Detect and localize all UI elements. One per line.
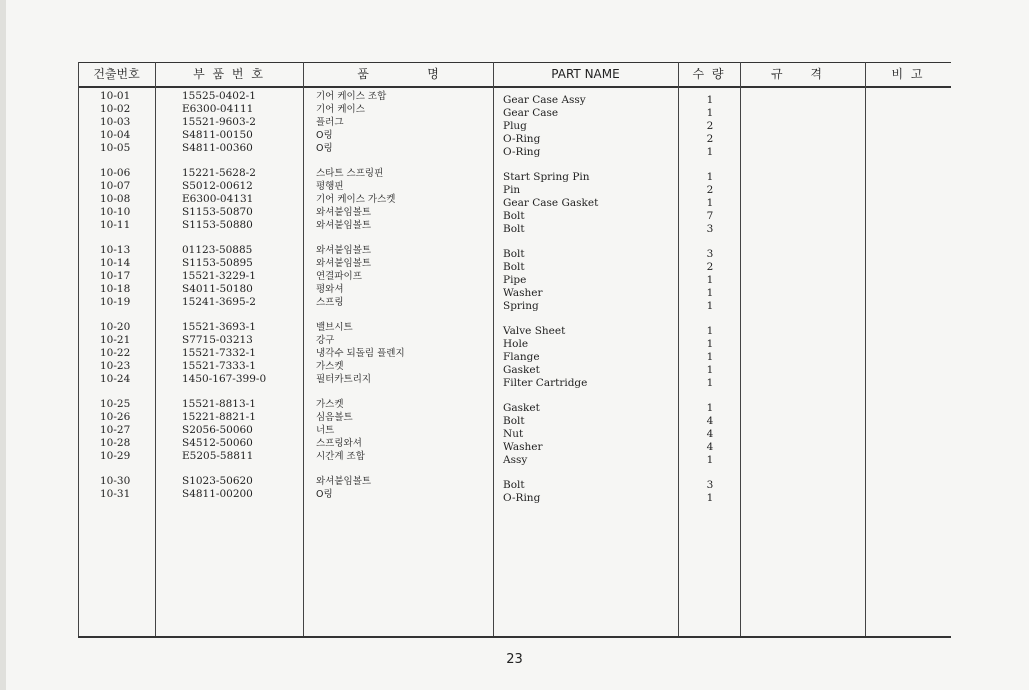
item-number: 10-03: [100, 116, 131, 128]
header-part-name: PART NAME: [551, 67, 620, 81]
english-part-name: Nut: [503, 428, 524, 440]
part-number: S4811-00200: [182, 488, 253, 500]
part-number: 15241-3695-2: [182, 296, 256, 308]
column-divider: [678, 62, 679, 636]
korean-part-name: O링: [316, 143, 333, 154]
korean-part-name: 평와셔: [316, 284, 344, 295]
korean-part-name: O링: [316, 130, 333, 141]
english-part-name: Bolt: [503, 415, 525, 427]
item-number: 10-31: [100, 488, 131, 500]
column-divider: [493, 62, 494, 636]
item-number: 10-22: [100, 347, 131, 359]
quantity: 1: [706, 94, 714, 106]
english-part-name: O-Ring: [503, 492, 541, 504]
korean-part-name: 너트: [316, 425, 335, 436]
korean-part-name: 평행핀: [316, 181, 344, 192]
item-number: 10-21: [100, 334, 131, 346]
header-korean-name-part2: 명: [427, 67, 439, 81]
part-number: 15521-9603-2: [182, 116, 256, 128]
parts-table: [78, 60, 951, 638]
item-number: 10-27: [100, 424, 131, 436]
quantity: 1: [706, 107, 714, 119]
english-part-name: Gear Case Gasket: [503, 197, 599, 209]
english-part-name: Assy: [503, 454, 528, 466]
quantity: 2: [706, 133, 714, 145]
korean-part-name: 연결파이프: [316, 271, 362, 282]
quantity: 3: [706, 223, 714, 235]
header-item-number: 건출번호: [93, 67, 140, 81]
english-part-name: Pipe: [503, 274, 527, 286]
item-number: 10-20: [100, 321, 131, 333]
item-number: 10-26: [100, 411, 131, 423]
quantity: 1: [706, 300, 714, 312]
item-number: 10-18: [100, 283, 131, 295]
item-number: 10-02: [100, 103, 131, 115]
quantity: 1: [706, 364, 714, 376]
korean-part-name: 심음볼트: [316, 412, 353, 423]
quantity: 7: [706, 210, 714, 222]
column-divider: [740, 62, 741, 636]
header-part-number: 부 품 번 호: [193, 67, 265, 81]
english-part-name: Bolt: [503, 248, 525, 260]
item-number: 10-05: [100, 142, 131, 154]
quantity: 1: [706, 325, 714, 337]
table-top-rule: [78, 62, 951, 63]
quantity: 1: [706, 492, 714, 504]
part-number: S4512-50060: [182, 437, 253, 449]
english-part-name: Washer: [503, 441, 543, 453]
part-number: S1153-50895: [182, 257, 253, 269]
column-divider: [155, 62, 156, 636]
item-number: 10-24: [100, 373, 131, 385]
quantity: 4: [706, 441, 714, 453]
quantity: 1: [706, 377, 714, 389]
korean-part-name: 와셔붙임볼트: [316, 220, 372, 231]
quantity: 3: [706, 479, 714, 491]
english-part-name: Filter Cartridge: [503, 377, 588, 389]
item-number: 10-11: [100, 219, 131, 231]
quantity: 2: [706, 120, 714, 132]
column-divider: [303, 62, 304, 636]
korean-part-name: O링: [316, 489, 333, 500]
quantity: 1: [706, 351, 714, 363]
korean-part-name: 기어 케이스: [316, 104, 365, 115]
item-number: 10-04: [100, 129, 131, 141]
header-remarks: 비 고: [891, 67, 925, 81]
item-number: 10-07: [100, 180, 131, 192]
english-part-name: Bolt: [503, 210, 525, 222]
table-bottom-rule: [78, 636, 951, 638]
page-number: 23: [506, 652, 523, 667]
part-number: 15221-5628-2: [182, 167, 256, 179]
item-number: 10-23: [100, 360, 131, 372]
korean-part-name: 강구: [316, 335, 335, 346]
english-part-name: Bolt: [503, 479, 525, 491]
part-number: E5205-58811: [182, 450, 254, 462]
english-part-name: Hole: [503, 338, 529, 350]
part-number: 15221-8821-1: [182, 411, 256, 423]
item-number: 10-10: [100, 206, 131, 218]
english-part-name: Flange: [503, 351, 540, 363]
english-part-name: Start Spring Pin: [503, 171, 590, 183]
table-header-rule: [78, 86, 951, 88]
part-number: E6300-04131: [182, 193, 254, 205]
quantity: 1: [706, 454, 714, 466]
item-number: 10-01: [100, 90, 131, 102]
korean-part-name: 와셔붙임볼트: [316, 245, 372, 256]
english-part-name: Gasket: [503, 402, 540, 414]
korean-part-name: 가스켓: [316, 361, 344, 372]
korean-part-name: 기어 케이스 조합: [316, 91, 387, 102]
korean-part-name: 스타트 스프링핀: [316, 168, 384, 179]
part-number: S1153-50880: [182, 219, 253, 231]
quantity: 1: [706, 197, 714, 209]
header-korean-name-part1: 품: [357, 67, 369, 81]
header-specification: 규 격: [771, 67, 834, 81]
korean-part-name: 와셔붙임볼트: [316, 258, 372, 269]
korean-part-name: 스프링: [316, 297, 344, 308]
part-number: S4811-00150: [182, 129, 253, 141]
part-number: 15521-3693-1: [182, 321, 256, 333]
part-number: 1450-167-399-0: [182, 373, 267, 385]
quantity: 2: [706, 261, 714, 273]
korean-part-name: 기어 케이스 가스켓: [316, 194, 396, 205]
column-divider: [865, 62, 866, 636]
english-part-name: Bolt: [503, 223, 525, 235]
english-part-name: Washer: [503, 287, 543, 299]
part-number: S2056-50060: [182, 424, 253, 436]
korean-part-name: 스프링와셔: [316, 438, 362, 449]
english-part-name: Gear Case Assy: [503, 94, 586, 106]
quantity: 1: [706, 287, 714, 299]
english-part-name: Spring: [503, 300, 539, 312]
korean-part-name: 필터카트리지: [316, 374, 372, 385]
item-number: 10-30: [100, 475, 131, 487]
part-number: S5012-00612: [182, 180, 253, 192]
part-number: 01123-50885: [182, 244, 253, 256]
part-number: S1023-50620: [182, 475, 253, 487]
quantity: 1: [706, 338, 714, 350]
part-number: S4011-50180: [182, 283, 253, 295]
item-number: 10-25: [100, 398, 131, 410]
english-part-name: Gasket: [503, 364, 540, 376]
item-number: 10-17: [100, 270, 131, 282]
part-number: S7715-03213: [182, 334, 253, 346]
english-part-name: Gear Case: [503, 107, 559, 119]
header-quantity: 수 량: [692, 67, 726, 81]
english-part-name: Bolt: [503, 261, 525, 273]
item-number: 10-08: [100, 193, 131, 205]
quantity: 1: [706, 171, 714, 183]
column-divider-left: [78, 62, 79, 636]
korean-part-name: 밸브시트: [316, 322, 353, 333]
item-number: 10-19: [100, 296, 131, 308]
english-part-name: O-Ring: [503, 133, 541, 145]
korean-part-name: 가스켓: [316, 399, 344, 410]
part-number: E6300-04111: [182, 103, 254, 115]
item-number: 10-29: [100, 450, 131, 462]
korean-part-name: 와셔붙임볼트: [316, 476, 372, 487]
quantity: 4: [706, 428, 714, 440]
quantity: 3: [706, 248, 714, 260]
item-number: 10-14: [100, 257, 131, 269]
quantity: 4: [706, 415, 714, 427]
page-edge-shadow: [0, 0, 6, 690]
english-part-name: Valve Sheet: [503, 325, 566, 337]
part-number: S1153-50870: [182, 206, 253, 218]
part-number: 15521-3229-1: [182, 270, 256, 282]
quantity: 1: [706, 274, 714, 286]
korean-part-name: 냉각수 되돌림 플렌지: [316, 348, 405, 359]
part-number: S4811-00360: [182, 142, 253, 154]
english-part-name: O-Ring: [503, 146, 541, 158]
quantity: 2: [706, 184, 714, 196]
item-number: 10-28: [100, 437, 131, 449]
item-number: 10-13: [100, 244, 131, 256]
item-number: 10-06: [100, 167, 131, 179]
part-number: 15521-7333-1: [182, 360, 256, 372]
quantity: 1: [706, 402, 714, 414]
part-number: 15525-0402-1: [182, 90, 256, 102]
english-part-name: Plug: [503, 120, 527, 132]
part-number: 15521-7332-1: [182, 347, 256, 359]
korean-part-name: 와셔붙임볼트: [316, 207, 372, 218]
quantity: 1: [706, 146, 714, 158]
korean-part-name: 플러그: [316, 117, 344, 128]
english-part-name: Pin: [503, 184, 521, 196]
korean-part-name: 시간계 조합: [316, 451, 365, 462]
part-number: 15521-8813-1: [182, 398, 256, 410]
